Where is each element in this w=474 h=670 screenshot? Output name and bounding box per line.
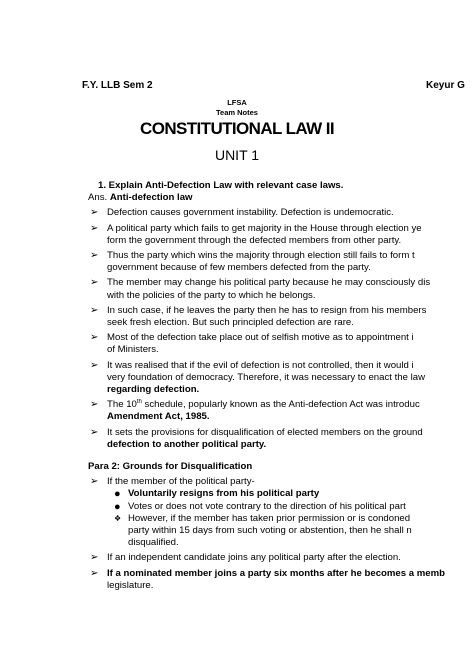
arrow-bullet-icon: ➢ (90, 476, 99, 488)
list-item: ➢ If an independent candidate joins any political party after the election. (90, 552, 401, 564)
course-label: F.Y. LLB Sem 2 (82, 80, 153, 91)
list-item: ➢ If a nominated member joins a party six months after he becomes a memb legislature. (90, 567, 446, 591)
arrow-bullet-icon: ➢ (90, 552, 99, 564)
sub-list-item: ❖ However, if the member has taken prior permission or is condoned party within 15 days from such voting or abstention, then he shall n disqualified. (114, 512, 412, 549)
dot-bullet-icon: ● (114, 500, 121, 513)
answer-line (88, 192, 474, 204)
arrow-bullet-icon: ➢ (90, 207, 99, 219)
notes-label: Team Notes (216, 108, 258, 117)
arrow-bullet-icon: ➢ (90, 426, 99, 438)
grounds-list (88, 476, 474, 592)
list-item: ➢ Defection causes government instability. Defection is undemocratic. (90, 207, 394, 219)
list-item: ➢ The member may change his political party because he may consciously dis with the policies of the party to which he belongs. (90, 277, 431, 301)
arrow-bullet-icon: ➢ (90, 567, 99, 579)
arrow-bullet-icon: ➢ (90, 359, 99, 371)
document-body (88, 180, 474, 592)
document-title: CONSTITUTIONAL LAW II (140, 119, 334, 138)
bullet-list (88, 207, 474, 451)
arrow-bullet-icon: ➢ (90, 399, 99, 411)
unit-heading: UNIT 1 (214, 147, 260, 163)
answer-prefix: Ans. (88, 192, 108, 204)
arrow-bullet-icon: ➢ (90, 332, 99, 344)
section-heading: Para 2: Grounds for Disqualification (88, 461, 253, 473)
sub-list-item: ● Voluntarily resigns from his political party (114, 488, 320, 501)
arrow-bullet-icon: ➢ (90, 277, 99, 289)
dot-bullet-icon: ● (114, 488, 121, 501)
list-item: ➢ Thus the party which wins the majority through election still fails to form t government because of few members defected from the party. (90, 250, 415, 274)
list-item: ➢ A political party which fails to get majority in the House through election ye form the government through the defected members from other party. (90, 222, 422, 246)
arrow-bullet-icon: ➢ (90, 304, 99, 316)
list-item: ➢ In such case, if he leaves the party then he has to resign from his members seek fresh election. But such principled defection are rare. (90, 304, 427, 329)
list-item: ➢ It was realised that if the evil of defection is not controlled, then it would i very foundation of democracy. Therefore, it was necessary to enact the law regarding defection. (90, 359, 425, 396)
org-label: LFSA (227, 98, 247, 107)
diamond-bullet-icon: ❖ (114, 513, 122, 523)
arrow-bullet-icon: ➢ (90, 250, 99, 262)
list-item: ➢ Most of the defection take place out of selfish motive as to appointment i of Ministers. (90, 332, 414, 356)
list-item: ➢ The 10th schedule, popularly known as the Anti-defection Act was introduc Amendment Act, 1985. (90, 399, 420, 423)
list-item: ➢ If the member of the political party- (90, 476, 255, 488)
author-label: Keyur G (426, 80, 465, 91)
question-heading: 1. Explain Anti-Defection Law with relevant case laws. (98, 180, 344, 191)
sub-list-item: ● Votes or does not vote contrary to the direction of his political part (114, 500, 406, 513)
arrow-bullet-icon: ➢ (90, 222, 99, 234)
list-item: ➢ It sets the provisions for disqualification of elected members on the ground defection to another political party. (90, 426, 423, 450)
answer-title: Anti-defection law (109, 192, 193, 204)
